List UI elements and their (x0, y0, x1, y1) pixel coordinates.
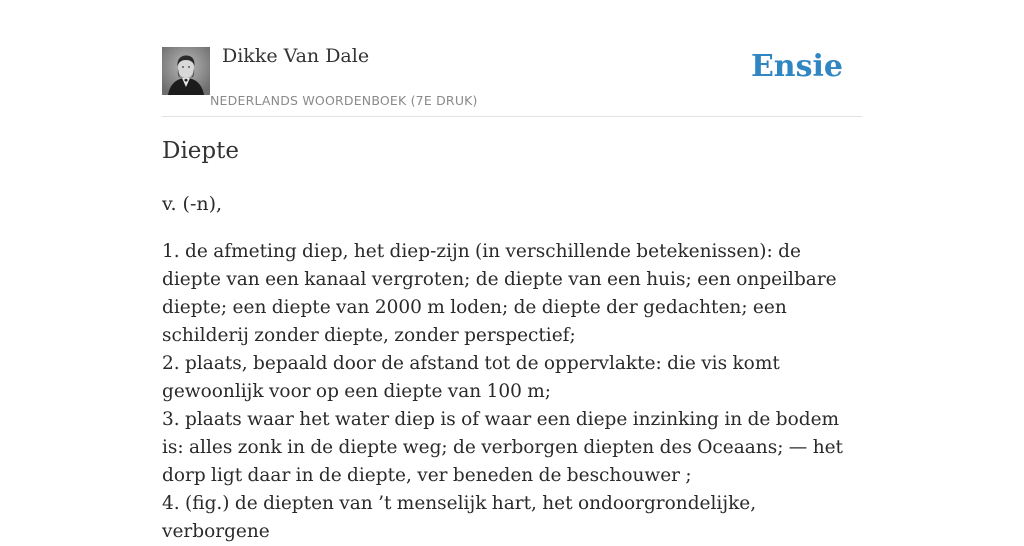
entry-title: Diepte (162, 138, 239, 164)
book-title[interactable]: NEDERLANDS WOORDENBOEK (7E DRUK) (210, 93, 478, 108)
ensie-logo[interactable]: Ensie (750, 49, 843, 84)
definition-item: 1. de afmeting diep, het diep-zijn (in verschillende betekenissen): de diepte van een kanaal vergroten; de diepte van een huis; een onpeilbare diepte; een diepte van 2000 m loden; de diepte der gedachten; een schilderij zonder diepte, zonder perspectief; (162, 241, 837, 346)
definition-item: 2. plaats, bepaald door de afstand tot de oppervlakte: die vis komt gewoonlijk voor op een diepte van 100 m; (162, 353, 780, 402)
definitions (162, 238, 862, 546)
author-name[interactable]: Dikke Van Dale (222, 45, 370, 67)
header (162, 0, 862, 117)
definition-item: 3. plaats waar het water diep is of waar een diepe inzinking in de bodem is: alles zonk in de diepte weg; de verborgen diepten des Oceaans; — het dorp ligt daar in de diepte, ver beneden de beschouwer ; (162, 409, 843, 486)
author-avatar[interactable] (162, 47, 210, 95)
portrait-icon (162, 47, 210, 95)
definition-item: 4. (fig.) de diepten van ’t menselijk hart, het ondoorgrondelijke, verborgene (162, 493, 757, 542)
grammar-note: v. (-n), (162, 193, 223, 215)
